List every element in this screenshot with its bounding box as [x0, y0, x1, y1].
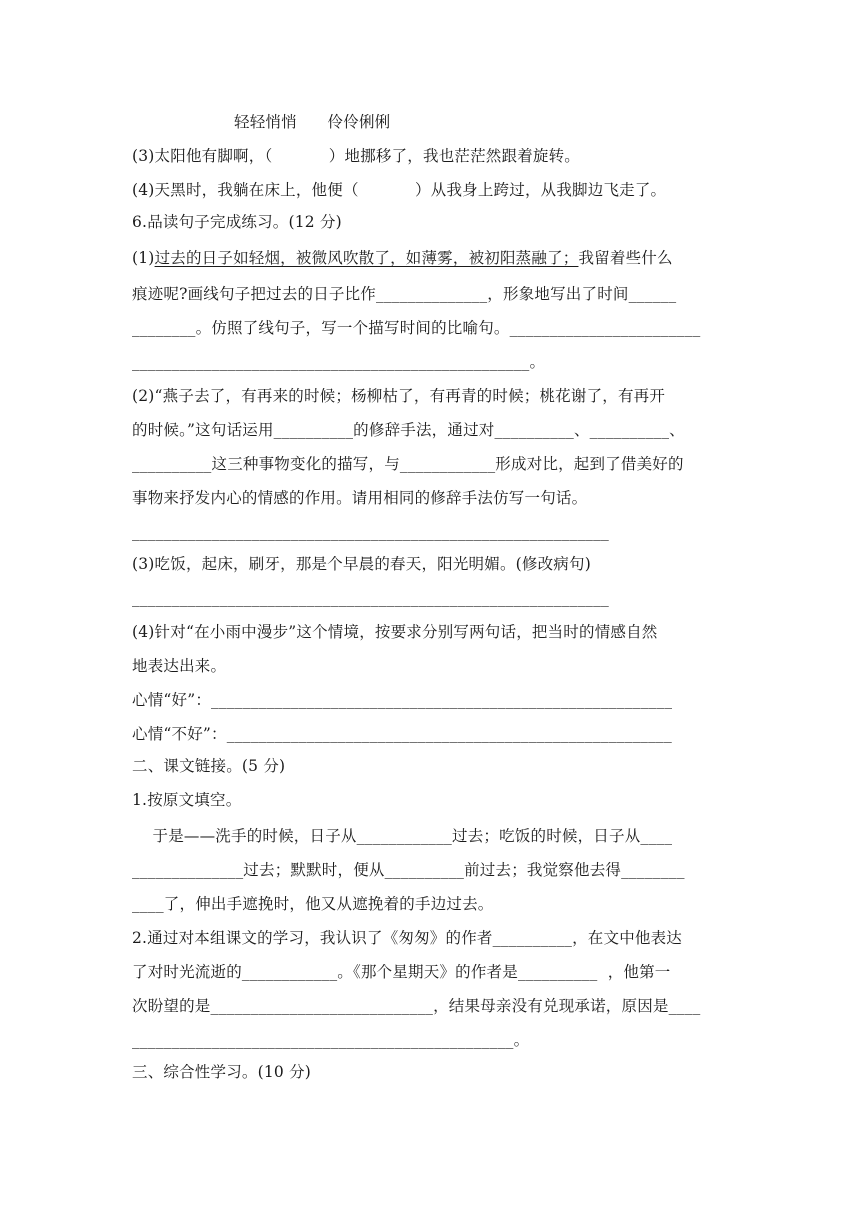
item-2-line: 2.通过对本组课文的学习，我认识了《匆匆》的作者__________，在文中他表达 [132, 929, 682, 947]
sub-question-1-suffix: 我留着些什么 [578, 249, 673, 267]
sub-question-4-line: (4)针对“在小雨中漫步”这个情境，按要求分别写两句话，把当时的情感自然 [132, 623, 658, 641]
item-2-line-3: 次盼望的是____________________________，结果母亲没有兑现承诺，原因是____ [132, 997, 701, 1015]
mood-bad-line: 心情“不好”：________________________________________________________ [132, 725, 672, 743]
sub-question-2-line-2: 的时候。”这句话运用__________的修辞手法，通过对__________、__________、 [132, 421, 685, 439]
section-6-heading: 6.品读句子完成练习。(12 分) [132, 213, 342, 231]
sub-question-2-line-4: 事物来抒发内心的情感的作用。请用相同的修辞手法仿写一句话。 [132, 489, 588, 507]
sub-question-3-line: (3)吃饭，起床，刷牙，那是个早晨的春天，阳光明媚。(修改病句) [132, 555, 591, 573]
sub-question-4-line-2: 地表达出来。 [132, 657, 227, 675]
answer-blank-line: ____________________________________________________________ [132, 589, 609, 607]
sub-question-1-line-2: 痕迹呢?画线句子把过去的日子比作______________，形象地写出了时间______ [132, 285, 677, 303]
passage-fill-line-3: ____了，伸出手遮挽时，他又从遮挽着的手边过去。 [132, 895, 494, 913]
vocab-words-line: 轻轻悄悄 伶伶俐俐 [234, 113, 391, 131]
item-2-line-2: 了对时光流逝的____________。《那个星期天》的作者是__________ ，他第一 [132, 963, 671, 981]
answer-blank-line: __________________________________________________。 [132, 353, 546, 371]
item-1-heading: 1.按原文填空。 [132, 791, 242, 809]
sub-question-2-line: (2)“燕子去了，有再来的时候；杨柳枯了，有再青的时候；桃花谢了，有再开 [132, 387, 666, 405]
passage-fill-line-2: ______________过去；默默时，便从__________前过去；我觉察他去得________ [132, 861, 685, 879]
sub-question-1-line-3: ________。仿照了线句子，写一个描写时间的比喻句。________________________ [132, 319, 701, 337]
mood-good-line: 心情“好”：__________________________________________________________ [132, 691, 673, 709]
sub-question-2-line-3: __________这三种事物变化的描写，与____________形成对比，起到了借美好的 [132, 455, 684, 473]
question-4-line: (4)天黑时，我躺在床上，他便（ ）从我身上跨过，从我脚边飞走了。 [132, 181, 667, 199]
section-3-heading: 三、综合性学习。(10 分) [132, 1063, 312, 1081]
sub-question-1-prefix: (1) [132, 249, 155, 267]
section-2-heading: 二、课文链接。(5 分) [132, 757, 286, 775]
passage-fill-line: 于是——洗手的时候，日子从____________过去；吃饭的时候，日子从____ [132, 827, 673, 845]
answer-blank-line: ____________________________________________________________ [132, 523, 609, 541]
question-3-line: (3)太阳他有脚啊，（ ）地挪移了，我也茫茫然跟着旋转。 [132, 147, 581, 165]
sub-question-1-line [132, 248, 673, 268]
underlined-sentence: 过去的日子如轻烟，被微风吹散了，如薄雾，被初阳蒸融了； [154, 249, 579, 267]
item-2-line-4: ________________________________________________。 [132, 1031, 530, 1049]
